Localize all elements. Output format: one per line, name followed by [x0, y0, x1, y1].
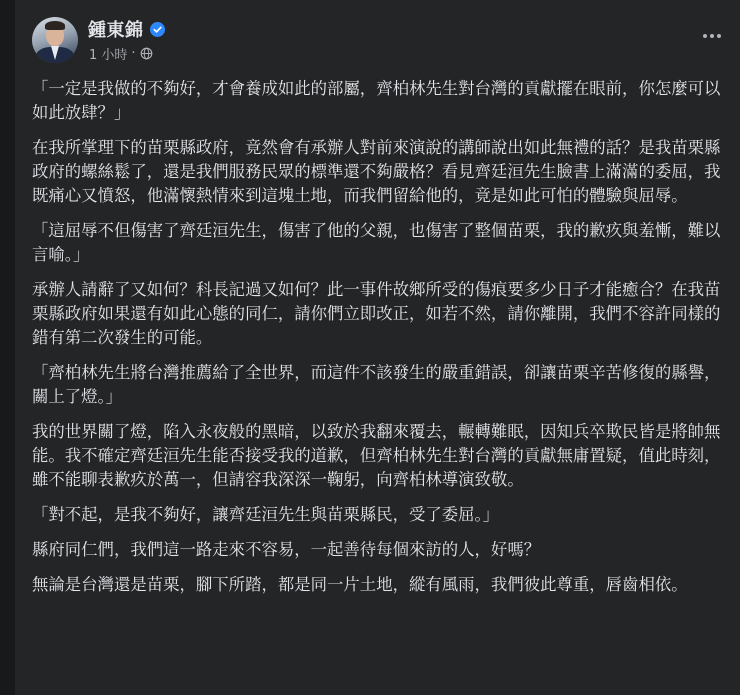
- verified-badge-icon: [150, 22, 165, 37]
- post-paragraph: 承辦人請辭了又如何？科長記過又如何？此一事件故鄉所受的傷痕要多少日子才能癒合？在我苗栗縣政府如果還有如此心態的同仁，請你們立即改正，如若不然，請你離開，我們不容許同樣的錯有第二次發生的可能。: [32, 280, 721, 347]
- meta-separator: ·: [131, 46, 136, 61]
- post-paragraph: 「齊柏林先生將台灣推薦給了全世界，而這件不該發生的嚴重錯誤，卻讓苗栗辛苦修復的縣譽，關上了燈。」: [32, 363, 721, 406]
- post-paragraph: 「對不起，是我不夠好，讓齊廷洹先生與苗栗縣民，受了委屈。」: [32, 505, 500, 524]
- avatar-hair: [45, 21, 65, 30]
- author-row: [88, 16, 165, 42]
- post-paragraph: 在我所掌理下的苗栗縣政府，竟然會有承辦人對前來演說的講師說出如此無禮的話？是我苗栗縣政府的螺絲鬆了，還是我們服務民眾的標準還不夠嚴格？看見齊廷洹先生臉書上滿滿的委屈，我既痛心又憤怒，他滿懷熱情來到這塊土地，而我們留給他的，竟是如此可怕的體驗與屈辱。: [32, 138, 721, 205]
- author-avatar[interactable]: [32, 17, 78, 63]
- post-paragraph: 「一定是我做的不夠好，才會養成如此的部屬，齊柏林先生對台灣的貢獻擺在眼前，你怎麼可以如此放肆？」: [32, 79, 721, 122]
- more-options-icon[interactable]: [696, 24, 728, 48]
- more-dot: [703, 34, 707, 38]
- globe-icon[interactable]: [140, 47, 153, 60]
- post-paragraph: 縣府同仁們，我們這一路走來不容易，一起善待每個來訪的人，好嗎？: [32, 540, 541, 559]
- post-paragraph: 「這屈辱不但傷害了齊廷洹先生，傷害了他的父親，也傷害了整個苗栗，我的歉疚與羞慚，難以言喻。」: [32, 221, 721, 264]
- post-paragraph: 無論是台灣還是苗栗，腳下所踏，都是同一片土地，縱有風雨，我們彼此尊重，唇齒相依。: [32, 575, 688, 594]
- post-card: [15, 0, 740, 695]
- post-timestamp[interactable]: 1 小時: [89, 48, 128, 63]
- post-meta: [89, 44, 153, 63]
- author-name[interactable]: 鍾東錦: [88, 20, 144, 41]
- post-paragraph: 我的世界關了燈，陷入永夜般的黑暗，以致於我翻來覆去，輾轉難眠，因知兵卒欺民皆是將帥無能。我不確定齊廷洹先生能否接受我的道歉，但齊柏林先生對台灣的貢獻無庸置疑，值此時刻，雖不能聊表歉疚於萬一，但請容我深深一鞠躬，向齊柏林導演致敬。: [32, 422, 721, 489]
- more-dot: [717, 34, 721, 38]
- post-body: [32, 77, 732, 608]
- more-dot: [710, 34, 714, 38]
